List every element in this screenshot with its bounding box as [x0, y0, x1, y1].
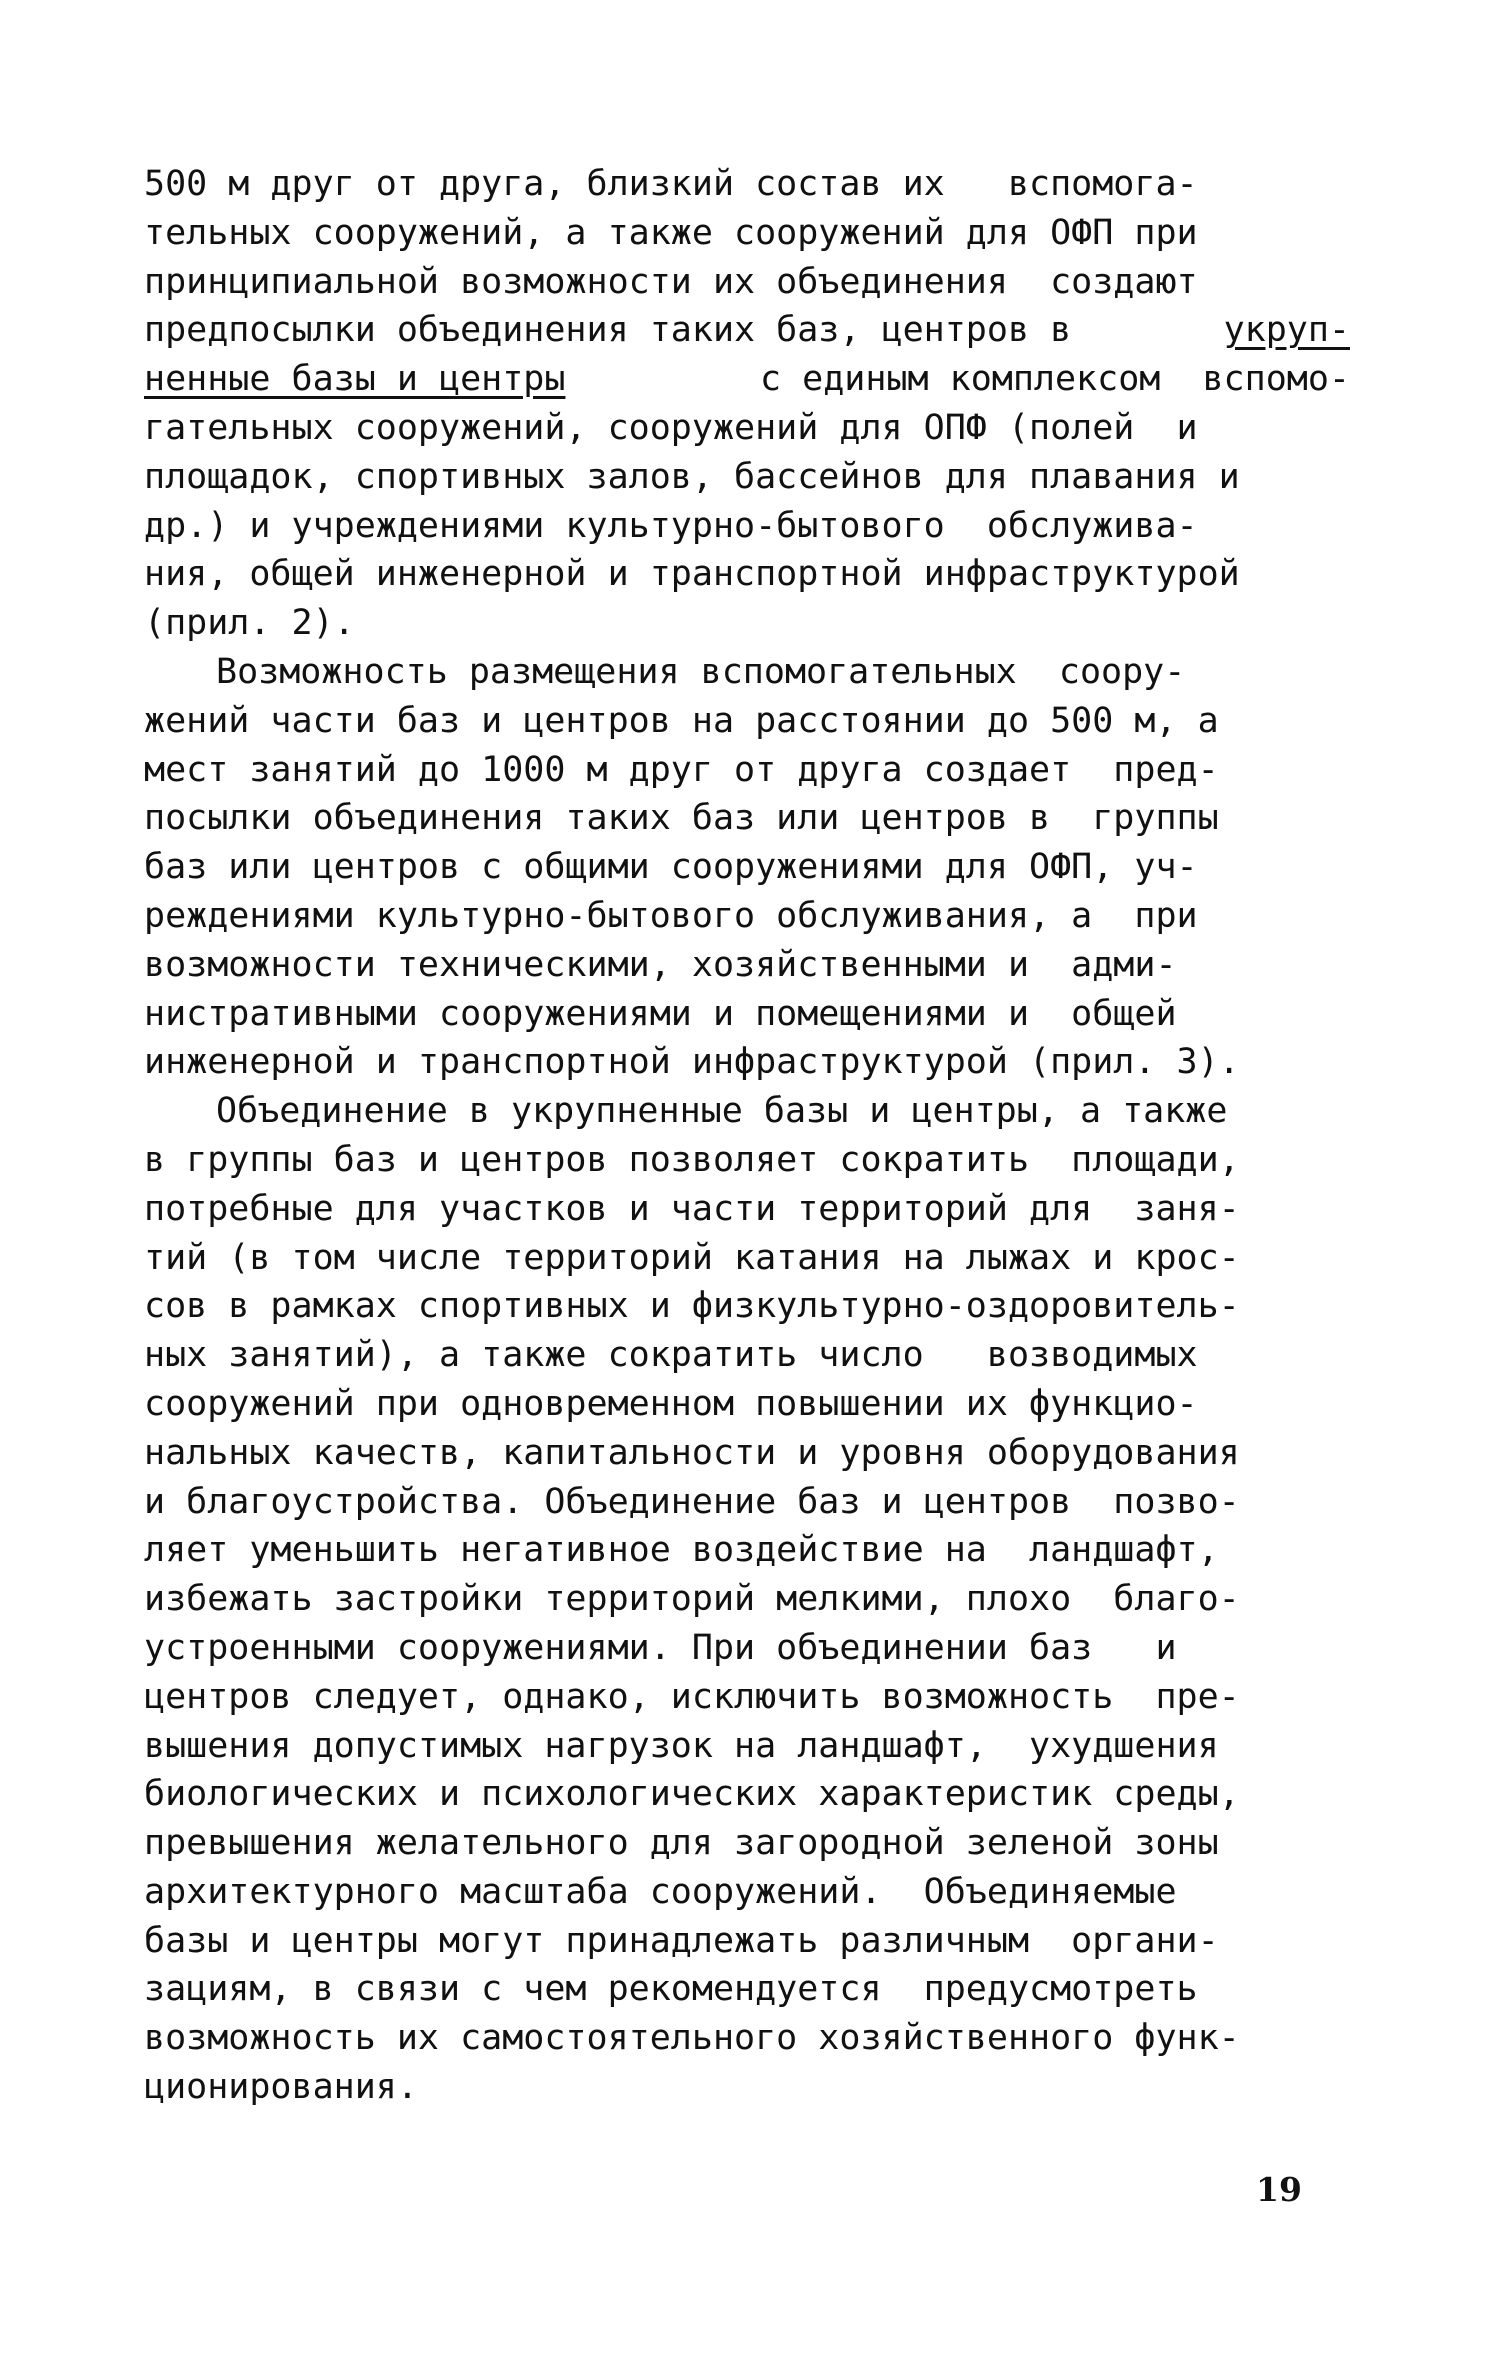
- text-line: архитектурного масштаба сооружений. Объединяемые: [144, 1871, 1177, 1912]
- text-line: реждениями культурно-бытового обслуживания, а при: [144, 895, 1198, 936]
- underlined-term-end: ненные базы и центры: [144, 359, 566, 400]
- text-line: зациям, в связи с чем рекомендуется предусмотреть: [144, 1969, 1198, 2010]
- text-line: устроенными сооружениями. При объединении баз и: [144, 1627, 1177, 1668]
- text-line: Объединение в укрупненные базы и центры, а также: [216, 1091, 1228, 1132]
- text-line: ционирования.: [144, 2067, 418, 2108]
- text-line: избежать застройки территорий мелкими, плохо благо-: [144, 1579, 1240, 1620]
- text-line: ния, общей инженерной и транспортной инфраструктурой: [144, 554, 1240, 595]
- text-line: и благоустройства. Объединение баз и центров позво-: [144, 1481, 1240, 1522]
- text-line: тельных сооружений, а также сооружений для ОФП при: [144, 212, 1198, 253]
- text-line: тий (в том числе территорий катания на лыжах и крос-: [144, 1237, 1240, 1278]
- text-line: баз или центров с общими сооружениями для ОФП, уч-: [144, 847, 1198, 888]
- underlined-term-start: укруп-: [1223, 310, 1350, 351]
- text-line: ненные базы и центры с единым комплексом вспомо-: [144, 355, 1350, 404]
- text-line: базы и центры могут принадлежать различным органи-: [144, 1920, 1219, 1961]
- text-line: Возможность размещения вспомогательных соору-: [216, 651, 1186, 692]
- text-line: возможности техническими, хозяйственными и адми-: [144, 944, 1177, 985]
- text-line: площадок, спортивных залов, бассейнов для плавания и: [144, 456, 1240, 497]
- text-line: посылки объединения таких баз или центров в группы: [144, 798, 1219, 839]
- page-body: [144, 160, 1350, 2112]
- text-line: сов в рамках спортивных и физкультурно-оздоровитель-: [144, 1286, 1240, 1327]
- text-line: потребные для участков и части территорий для заня-: [144, 1188, 1240, 1229]
- text-line: вышения допустимых нагрузок на ландшафт, ухудшения: [144, 1725, 1219, 1766]
- text-line: гательных сооружений, сооружений для ОПФ (полей и: [144, 407, 1198, 448]
- text-line: мест занятий до 1000 м друг от друга создает пред-: [144, 749, 1219, 790]
- text-line: в группы баз и центров позволяет сократить площади,: [144, 1139, 1240, 1180]
- text-line: жений части баз и центров на расстоянии до 500 м, а: [144, 700, 1219, 741]
- text-line: др.) и учреждениями культурно-бытового обслужива-: [144, 505, 1198, 546]
- text-line: превышения желательного для загородной зеленой зоны: [144, 1823, 1219, 1864]
- text-line: инженерной и транспортной инфраструктурой (прил. 3).: [144, 1042, 1240, 1083]
- text-line: принципиальной возможности их объединения создают: [144, 261, 1198, 302]
- text-line: предпосылки объединения таких баз, центров в укруп-: [144, 306, 1350, 355]
- text-line: 500 м друг от друга, близкий состав их вспомога-: [144, 164, 1198, 204]
- text-line: центров следует, однако, исключить возможность пре-: [144, 1676, 1240, 1717]
- page-number: 19: [1256, 2170, 1302, 2209]
- text-line: биологических и психологических характеристик среды,: [144, 1774, 1240, 1815]
- text-line: сооружений при одновременном повышении их функцио-: [144, 1383, 1198, 1424]
- text-line: нальных качеств, капитальности и уровня оборудования: [144, 1432, 1240, 1473]
- text-line: нистративными сооружениями и помещениями и общей: [144, 993, 1177, 1034]
- text-line: ных занятий), а также сократить число возводимых: [144, 1335, 1198, 1376]
- text-line: (прил. 2).: [144, 603, 355, 644]
- text-line: возможность их самостоятельного хозяйственного функ-: [144, 2018, 1240, 2059]
- text-line: ляет уменьшить негативное воздействие на ландшафт,: [144, 1530, 1219, 1571]
